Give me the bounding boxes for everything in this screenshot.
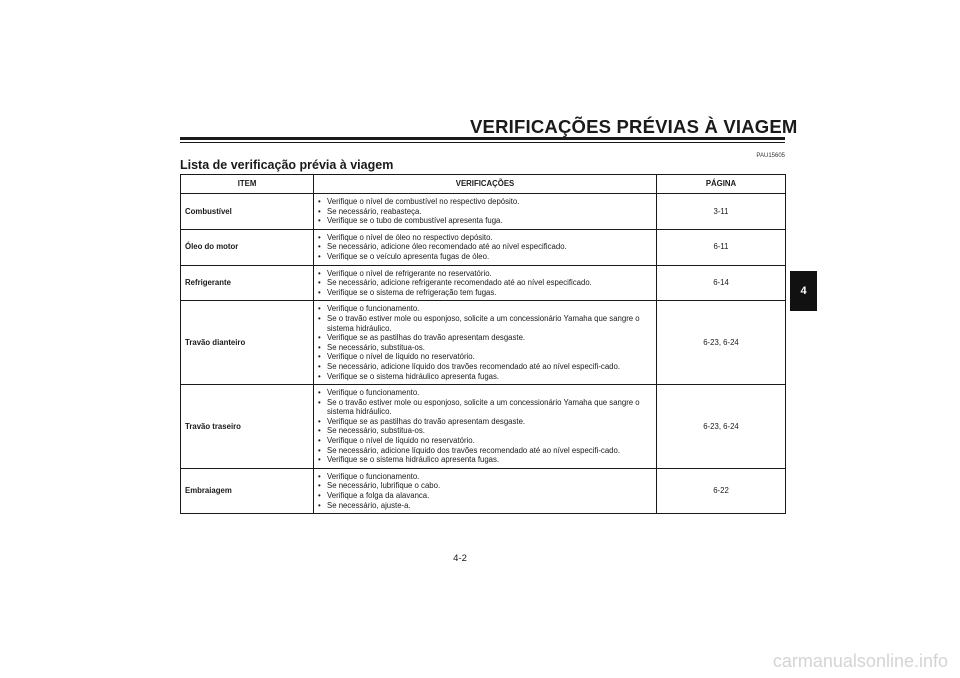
check-text: Se necessário, adicione óleo recomendado até ao nível especificado. [327, 242, 567, 252]
watermark: carmanualsonline.info [772, 651, 948, 671]
table-header-row [181, 175, 786, 194]
checklist-table [180, 174, 786, 514]
list-item [318, 314, 652, 333]
bullet-icon: • [318, 471, 321, 481]
check-text: Verifique o funcionamento. [327, 471, 420, 481]
bullet-icon: • [318, 232, 321, 242]
list-item [318, 455, 652, 465]
list-item [318, 472, 652, 482]
title-rule-thin [180, 142, 785, 143]
chapter-tab[interactable]: 4 [790, 271, 817, 311]
bullet-icon: • [318, 333, 321, 343]
check-text: Verifique o nível de combustível no respectivo depósito. [327, 197, 520, 206]
list-item [318, 233, 652, 243]
checks-list [318, 197, 652, 226]
bullet-icon: • [318, 313, 321, 323]
bullet-icon: • [318, 500, 321, 510]
list-item [318, 207, 652, 217]
checks-list [318, 304, 652, 381]
table-row [181, 301, 786, 385]
check-text: Se necessário, lubrifique o cabo. [327, 481, 441, 491]
list-item [318, 481, 652, 491]
table-row [181, 265, 786, 301]
table-row [181, 385, 786, 469]
bullet-icon: • [318, 445, 321, 455]
list-item [318, 333, 652, 343]
table-body [181, 194, 786, 514]
bullet-icon: • [318, 436, 321, 446]
check-text: Se o travão estiver mole ou esponjoso, solicite a um concessionário Yamaha que sangre o sistema hidráulico. [327, 397, 640, 417]
check-text: Se necessário, substitua-os. [327, 342, 425, 352]
check-text: Verifique o nível de líquido no reservatório. [327, 436, 475, 446]
bullet-icon: • [318, 251, 321, 261]
list-item [318, 388, 652, 398]
page-reference: 6-11 [657, 229, 786, 265]
checks-cell [314, 468, 657, 513]
checks-list [318, 233, 652, 262]
table-row [181, 229, 786, 265]
section-heading: Lista de verificação prévia à viagem [180, 158, 394, 172]
item-name: Óleo do motor [181, 229, 314, 265]
checks-cell [314, 229, 657, 265]
check-text: Se necessário, adicione refrigerante recomendado até ao nível especificado. [327, 278, 592, 288]
bullet-icon: • [318, 388, 321, 398]
checks-cell [314, 385, 657, 469]
bullet-icon: • [318, 352, 321, 362]
bullet-icon: • [318, 397, 321, 407]
list-item [318, 491, 652, 501]
page-reference: 6-23, 6-24 [657, 301, 786, 385]
reference-code: PAU15605 [756, 153, 785, 159]
bullet-icon: • [318, 455, 321, 465]
check-text: Verifique se o sistema hidráulico apresenta fugas. [327, 371, 500, 381]
bullet-icon: • [318, 371, 321, 381]
list-item [318, 417, 652, 427]
checks-list [318, 269, 652, 298]
check-text: Verifique a folga da alavanca. [327, 491, 430, 501]
title-rule [180, 137, 785, 140]
list-item [318, 278, 652, 288]
page-reference: 6-23, 6-24 [657, 385, 786, 469]
list-item [318, 216, 652, 226]
bullet-icon: • [318, 342, 321, 352]
list-item [318, 269, 652, 279]
check-text: Verifique se as pastilhas do travão apresentam desgaste. [327, 416, 526, 426]
item-name: Combustível [181, 194, 314, 230]
bullet-icon: • [318, 268, 321, 278]
bullet-icon: • [318, 304, 321, 314]
list-item [318, 436, 652, 446]
item-name: Refrigerante [181, 265, 314, 301]
checks-list [318, 388, 652, 465]
table-row [181, 194, 786, 230]
column-header-page: PÁGINA [657, 175, 786, 194]
list-item [318, 352, 652, 362]
list-item [318, 288, 652, 298]
check-text: Verifique o funcionamento. [327, 388, 420, 398]
bullet-icon: • [318, 426, 321, 436]
bullet-icon: • [318, 416, 321, 426]
check-text: Se necessário, reabasteça. [327, 206, 422, 216]
check-text: Se necessário, adicione líquido dos travões recomendado até ao nível especifi-cado. [327, 361, 620, 371]
check-text: Verifique se o veículo apresenta fugas de óleo. [327, 251, 490, 261]
bullet-icon: • [318, 491, 321, 501]
check-text: Verifique se o sistema hidráulico apresenta fugas. [327, 455, 500, 465]
check-text: Se necessário, ajuste-a. [327, 500, 411, 510]
list-item [318, 197, 652, 207]
checks-cell [314, 194, 657, 230]
bullet-icon: • [318, 287, 321, 297]
page-reference: 6-14 [657, 265, 786, 301]
column-header-item: ITEM [181, 175, 314, 194]
check-text: Se necessário, adicione líquido dos travões recomendado até ao nível especifi-cado. [327, 445, 620, 455]
check-text: Se o travão estiver mole ou esponjoso, solicite a um concessionário Yamaha que sangre o sistema hidráulico. [327, 313, 640, 333]
page-title: VERIFICAÇÕES PRÉVIAS À VIAGEM [470, 116, 798, 137]
check-text: Verifique o nível de refrigerante no reservatório. [327, 268, 492, 278]
item-name: Embraiagem [181, 468, 314, 513]
list-item [318, 343, 652, 353]
list-item [318, 372, 652, 382]
bullet-icon: • [318, 206, 321, 216]
list-item [318, 362, 652, 372]
item-name: Travão traseiro [181, 385, 314, 469]
list-item [318, 304, 652, 314]
item-name: Travão dianteiro [181, 301, 314, 385]
checks-cell [314, 301, 657, 385]
check-text: Verifique o nível de líquido no reservatório. [327, 352, 475, 362]
page-reference: 3-11 [657, 194, 786, 230]
checks-list [318, 472, 652, 510]
list-item [318, 242, 652, 252]
list-item [318, 252, 652, 262]
checks-cell [314, 265, 657, 301]
check-text: Verifique se o sistema de refrigeração tem fugas. [327, 287, 497, 297]
bullet-icon: • [318, 242, 321, 252]
check-text: Se necessário, substitua-os. [327, 426, 425, 436]
bullet-icon: • [318, 361, 321, 371]
page-number: 4-2 [453, 553, 467, 564]
bullet-icon: • [318, 481, 321, 491]
list-item [318, 426, 652, 436]
bullet-icon: • [318, 197, 321, 206]
bullet-icon: • [318, 216, 321, 226]
list-item [318, 446, 652, 456]
list-item [318, 501, 652, 511]
check-text: Verifique o nível de óleo no respectivo depósito. [327, 232, 493, 242]
check-text: Verifique se as pastilhas do travão apresentam desgaste. [327, 333, 526, 343]
page-reference: 6-22 [657, 468, 786, 513]
check-text: Verifique o funcionamento. [327, 304, 420, 314]
list-item [318, 398, 652, 417]
bullet-icon: • [318, 278, 321, 288]
check-text: Verifique se o tubo de combustível apresenta fuga. [327, 216, 503, 226]
table-row [181, 468, 786, 513]
column-header-checks: VERIFICAÇÕES [314, 175, 657, 194]
